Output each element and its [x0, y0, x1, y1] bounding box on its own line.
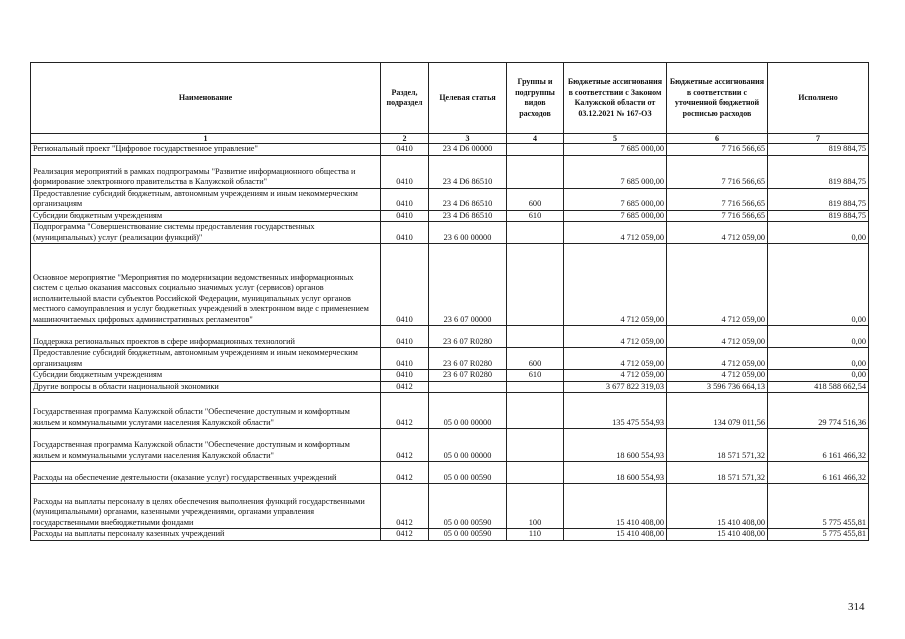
table-row [31, 210, 869, 222]
row-executed-amount: 5 775 455,81 [768, 529, 869, 541]
table-row [31, 144, 869, 156]
table-row [31, 393, 869, 429]
row-name: Государственная программа Калужской области "Обеспечение доступным и комфортным жильем и коммунальными услугами населения Калужской области" [31, 393, 381, 429]
row-section: 0410 [381, 222, 429, 244]
table-row [31, 222, 869, 244]
row-law-amount: 7 685 000,00 [564, 155, 667, 188]
row-target: 05 0 00 00590 [429, 529, 507, 541]
row-refined-amount: 18 571 571,32 [667, 429, 768, 462]
row-refined-amount: 134 079 011,56 [667, 393, 768, 429]
row-refined-amount: 7 716 566,65 [667, 144, 768, 156]
table-row [31, 370, 869, 382]
column-number-row [31, 134, 869, 144]
column-number: 4 [507, 134, 564, 144]
row-target: 23 6 07 R0280 [429, 370, 507, 382]
header-name: Наименование [31, 63, 381, 134]
row-group [507, 155, 564, 188]
row-executed-amount: 0,00 [768, 348, 869, 370]
row-name: Поддержка региональных проектов в сфере информационных технологий [31, 326, 381, 348]
header-executed: Исполнено [768, 63, 869, 134]
row-law-amount: 4 712 059,00 [564, 348, 667, 370]
row-section: 0410 [381, 210, 429, 222]
row-executed-amount: 5 775 455,81 [768, 484, 869, 529]
row-law-amount: 15 410 408,00 [564, 484, 667, 529]
row-target: 05 0 00 00590 [429, 462, 507, 484]
row-law-amount: 4 712 059,00 [564, 326, 667, 348]
row-section: 0412 [381, 484, 429, 529]
header-group: Группы и подгруппы видов расходов [507, 63, 564, 134]
row-law-amount: 3 677 822 319,03 [564, 381, 667, 393]
table-row [31, 484, 869, 529]
row-executed-amount: 0,00 [768, 326, 869, 348]
row-executed-amount: 6 161 466,32 [768, 462, 869, 484]
column-number: 3 [429, 134, 507, 144]
row-executed-amount: 819 884,75 [768, 155, 869, 188]
row-target: 23 6 00 00000 [429, 222, 507, 244]
row-name: Субсидии бюджетным учреждениям [31, 370, 381, 382]
row-refined-amount: 4 712 059,00 [667, 348, 768, 370]
row-group: 110 [507, 529, 564, 541]
row-refined-amount: 7 716 566,65 [667, 210, 768, 222]
row-name: Расходы на обеспечение деятельности (оказание услуг) государственных учреждений [31, 462, 381, 484]
row-name: Другие вопросы в области национальной экономики [31, 381, 381, 393]
row-target: 23 4 D6 86510 [429, 155, 507, 188]
row-group: 100 [507, 484, 564, 529]
row-target: 05 0 00 00000 [429, 393, 507, 429]
row-group [507, 326, 564, 348]
row-target: 23 4 D6 00000 [429, 144, 507, 156]
table-row [31, 462, 869, 484]
header-target: Целевая статья [429, 63, 507, 134]
row-refined-amount: 3 596 736 664,13 [667, 381, 768, 393]
table-row [31, 326, 869, 348]
row-executed-amount: 0,00 [768, 222, 869, 244]
row-name: Предоставление субсидий бюджетным, автономным учреждениям и иным некоммерческим организациям [31, 348, 381, 370]
row-group: 610 [507, 210, 564, 222]
row-group [507, 244, 564, 326]
row-law-amount: 135 475 554,93 [564, 393, 667, 429]
budget-table-sheet [30, 62, 868, 541]
column-number: 7 [768, 134, 869, 144]
row-section: 0410 [381, 144, 429, 156]
row-name: Расходы на выплаты персоналу в целях обеспечения выполнения функций государственными (муниципальными) органами, казенными учреждениями, органами управления государственными внебюджетными фондами [31, 484, 381, 529]
row-section: 0412 [381, 529, 429, 541]
column-number: 6 [667, 134, 768, 144]
row-target [429, 381, 507, 393]
row-section: 0410 [381, 326, 429, 348]
row-law-amount: 4 712 059,00 [564, 244, 667, 326]
row-executed-amount: 418 588 662,54 [768, 381, 869, 393]
row-section: 0410 [381, 348, 429, 370]
header-law: Бюджетные ассигнования в соответствии с Законом Калужской области от 03.12.2021 № 167-ОЗ [564, 63, 667, 134]
table-row [31, 244, 869, 326]
row-group [507, 381, 564, 393]
row-group: 610 [507, 370, 564, 382]
row-executed-amount: 6 161 466,32 [768, 429, 869, 462]
row-law-amount: 7 685 000,00 [564, 210, 667, 222]
row-group: 600 [507, 188, 564, 210]
column-number: 1 [31, 134, 381, 144]
row-section: 0410 [381, 188, 429, 210]
row-section: 0412 [381, 393, 429, 429]
row-section: 0412 [381, 381, 429, 393]
row-target: 23 6 07 R0280 [429, 326, 507, 348]
column-number: 5 [564, 134, 667, 144]
row-section: 0410 [381, 244, 429, 326]
row-name: Региональный проект "Цифровое государственное управление" [31, 144, 381, 156]
row-name: Субсидии бюджетным учреждениям [31, 210, 381, 222]
row-section: 0412 [381, 429, 429, 462]
row-group [507, 222, 564, 244]
row-name: Расходы на выплаты персоналу казенных учреждений [31, 529, 381, 541]
row-section: 0410 [381, 370, 429, 382]
row-section: 0412 [381, 462, 429, 484]
row-target: 05 0 00 00590 [429, 484, 507, 529]
row-law-amount: 18 600 554,93 [564, 462, 667, 484]
row-refined-amount: 15 410 408,00 [667, 484, 768, 529]
row-executed-amount: 29 774 516,36 [768, 393, 869, 429]
row-refined-amount: 18 571 571,32 [667, 462, 768, 484]
row-name: Предоставление субсидий бюджетным, автономным учреждениям и иным некоммерческим организациям [31, 188, 381, 210]
row-group: 600 [507, 348, 564, 370]
row-law-amount: 4 712 059,00 [564, 370, 667, 382]
row-law-amount: 15 410 408,00 [564, 529, 667, 541]
column-number: 2 [381, 134, 429, 144]
row-refined-amount: 15 410 408,00 [667, 529, 768, 541]
row-refined-amount: 4 712 059,00 [667, 244, 768, 326]
row-group [507, 462, 564, 484]
table-row [31, 429, 869, 462]
row-target: 23 4 D6 86510 [429, 210, 507, 222]
table-row [31, 348, 869, 370]
row-refined-amount: 7 716 566,65 [667, 188, 768, 210]
row-name: Государственная программа Калужской области "Обеспечение доступным и комфортным жильем и коммунальными услугами населения Калужской области" [31, 429, 381, 462]
row-section: 0410 [381, 155, 429, 188]
row-target: 05 0 00 00000 [429, 429, 507, 462]
row-executed-amount: 819 884,75 [768, 210, 869, 222]
row-name: Подпрограмма "Совершенствование системы предоставления государственных (муниципальных) услуг (реализации функций)" [31, 222, 381, 244]
row-refined-amount: 4 712 059,00 [667, 326, 768, 348]
row-group [507, 429, 564, 462]
table-row [31, 381, 869, 393]
row-group [507, 144, 564, 156]
row-target: 23 6 07 R0280 [429, 348, 507, 370]
table-row [31, 529, 869, 541]
row-law-amount: 7 685 000,00 [564, 188, 667, 210]
row-refined-amount: 4 712 059,00 [667, 370, 768, 382]
row-refined-amount: 7 716 566,65 [667, 155, 768, 188]
header-section: Раздел, подраздел [381, 63, 429, 134]
row-law-amount: 4 712 059,00 [564, 222, 667, 244]
row-name: Реализация мероприятий в рамках подпрограммы "Развитие информационного общества и формирование электронного правительства в Калужской области" [31, 155, 381, 188]
page-number: 314 [848, 601, 865, 613]
header-refined: Бюджетные ассигнования в соответствии с уточненной бюджетной росписью расходов [667, 63, 768, 134]
table-row [31, 188, 869, 210]
row-law-amount: 7 685 000,00 [564, 144, 667, 156]
row-executed-amount: 0,00 [768, 370, 869, 382]
row-name: Основное мероприятие "Мероприятия по модернизации ведомственных информационных систем с целью оказания массовых социально значимых услуг (сервисов) органов исполнительной власти субъектов Российской Федерации, муниципальных услуг органов местного самоуправления и услуг бюджетных учреждений в электронном виде с применением машиночитаемых цифровых административных регламентов" [31, 244, 381, 326]
budget-table [30, 62, 869, 541]
table-row [31, 155, 869, 188]
row-group [507, 393, 564, 429]
row-refined-amount: 4 712 059,00 [667, 222, 768, 244]
header-row [31, 63, 869, 134]
row-executed-amount: 0,00 [768, 244, 869, 326]
row-executed-amount: 819 884,75 [768, 144, 869, 156]
row-executed-amount: 819 884,75 [768, 188, 869, 210]
row-law-amount: 18 600 554,93 [564, 429, 667, 462]
row-target: 23 4 D6 86510 [429, 188, 507, 210]
row-target: 23 6 07 00000 [429, 244, 507, 326]
